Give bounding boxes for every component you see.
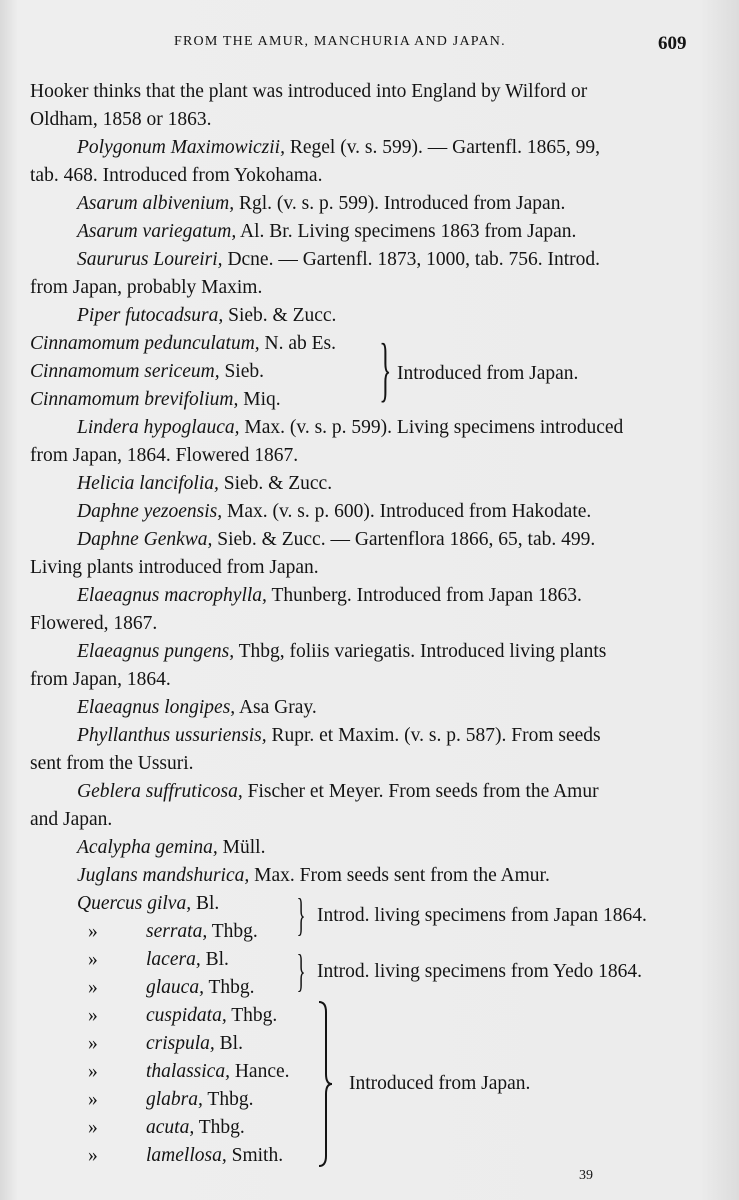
text-line [77, 192, 565, 216]
species-name: Phyllanthus ussuriensis, [77, 725, 267, 746]
species-name: Asarum albivenium, [77, 193, 235, 214]
line-text: Smith. [226, 1145, 284, 1166]
line-text: Bl. [191, 893, 220, 914]
line-text: Thbg. [203, 977, 255, 998]
species-name: Quercus gilva, [77, 893, 192, 914]
line-text: tab. 468. Introduced from Yokohama. [30, 165, 323, 186]
text-line [77, 584, 582, 608]
text-line [30, 388, 281, 412]
ditto-mark: » [88, 977, 98, 998]
quercus-group-note-3: Introduced from Japan. [349, 1073, 531, 1094]
line-text: Thbg. [207, 921, 258, 942]
species-name: thalassica, [146, 1061, 230, 1082]
species-name: Piper futocadsura, [77, 305, 224, 326]
species-name: Elaeagnus longipes, [77, 697, 236, 718]
text-line [30, 444, 298, 468]
quercus-line [88, 1032, 243, 1056]
text-line [30, 108, 211, 132]
quercus-line [88, 1116, 245, 1140]
text-line [77, 500, 591, 524]
text-line [77, 724, 601, 748]
text-line [77, 836, 265, 860]
species-name: Elaeagnus macrophylla, [77, 585, 267, 606]
quercus-line [88, 1088, 254, 1112]
ditto-mark: » [88, 921, 98, 942]
text-line [77, 220, 576, 244]
line-text: Rgl. (v. s. p. 599). Introduced from Japan. [234, 193, 566, 214]
ditto-mark: » [88, 1033, 98, 1054]
text-line [77, 528, 595, 552]
species-name: Elaeagnus pungens, [77, 641, 235, 662]
species-name: Juglans mandshurica, [77, 865, 250, 886]
species-name: Polygonum Maximowiczii, [77, 137, 285, 158]
ditto-mark: » [88, 1117, 98, 1138]
text-line [30, 332, 336, 356]
text-line [77, 304, 336, 328]
line-text: Hooker thinks that the plant was introduced into England by Wilford or [30, 81, 588, 102]
species-name: Daphne yezoensis, [77, 501, 223, 522]
line-text: Hance. [229, 1061, 290, 1082]
line-text: Thbg. [226, 1005, 278, 1026]
text-line [30, 360, 264, 384]
species-name: Helicia lancifolia, [77, 473, 219, 494]
line-text: Bl. [200, 949, 229, 970]
quercus-line [77, 892, 219, 916]
line-text: Al. Br. Living specimens 1863 from Japan. [236, 221, 577, 242]
text-line [30, 80, 587, 104]
text-line [77, 472, 332, 496]
line-text: Sieb. [219, 361, 264, 382]
line-text: Thunberg. Introduced from Japan 1863. [266, 585, 582, 606]
line-text: Sieb. & Zucc. [223, 305, 337, 326]
right-brace-cinnamomum: } [379, 329, 392, 409]
species-name: serrata, [146, 921, 208, 942]
species-name: cuspidata, [146, 1005, 227, 1026]
line-text: Flowered, 1867. [30, 613, 158, 634]
line-text: Müll. [217, 837, 266, 858]
line-text: sent from the Ussuri. [30, 753, 194, 774]
running-title: FROM THE AMUR, MANCHURIA AND JAPAN. [174, 34, 506, 49]
species-name: glauca, [146, 977, 204, 998]
species-name: Cinnamomum pedunculatum, [30, 333, 260, 354]
quercus-line [88, 1060, 290, 1084]
ditto-mark: » [88, 1061, 98, 1082]
text-line [30, 276, 262, 300]
line-text: Fischer et Meyer. From seeds from the Amur [242, 781, 599, 802]
line-text: Max. (v. s. p. 599). Living specimens introduced [239, 417, 624, 438]
line-text: Sieb. & Zucc. [218, 473, 333, 494]
right-brace-quercus-3 [316, 1000, 336, 1168]
line-text: Living plants introduced from Japan. [30, 557, 319, 578]
line-text: Dcne. — Gartenfl. 1873, 1000, tab. 756. Introd. [222, 249, 601, 270]
text-line [77, 864, 550, 888]
line-text: from Japan, probably Maxim. [30, 277, 263, 298]
species-name: Lindera hypoglauca, [77, 417, 240, 438]
text-line [30, 752, 194, 776]
quercus-line [88, 976, 255, 1000]
line-text: Miq. [238, 389, 281, 410]
line-text: from Japan, 1864. [30, 669, 171, 690]
text-line [30, 164, 322, 188]
line-text: from Japan, 1864. Flowered 1867. [30, 445, 299, 466]
quercus-line [88, 1144, 284, 1168]
species-name: acuta, [146, 1117, 195, 1138]
page-number: 609 [658, 33, 687, 54]
species-name: lamellosa, [146, 1145, 227, 1166]
right-brace-quercus-2: } [296, 945, 306, 996]
line-text: N. ab Es. [259, 333, 337, 354]
text-line [77, 780, 599, 804]
text-line [77, 248, 600, 272]
line-text: Thbg. [202, 1089, 254, 1110]
quercus-line [88, 920, 258, 944]
ditto-mark: » [88, 1005, 98, 1026]
species-name: Saururus Loureiri, [77, 249, 223, 270]
text-line [77, 136, 600, 160]
species-name: crispula, [146, 1033, 215, 1054]
signature-mark: 39 [579, 1168, 593, 1183]
line-text: and Japan. [30, 809, 113, 830]
quercus-group-note-2: Introd. living specimens from Yedo 1864. [317, 961, 642, 982]
species-name: Cinnamomum brevifolium, [30, 389, 239, 410]
species-name: lacera, [146, 949, 201, 970]
text-line [30, 556, 319, 580]
line-text: Rupr. et Maxim. (v. s. p. 587). From seeds [266, 725, 601, 746]
text-line [77, 640, 606, 664]
quercus-line [88, 1004, 278, 1028]
ditto-mark: » [88, 949, 98, 970]
species-name: Cinnamomum sericeum, [30, 361, 220, 382]
line-text: Oldham, 1858 or 1863. [30, 109, 212, 130]
text-line [77, 416, 623, 440]
line-text: Regel (v. s. 599). — Gartenfl. 1865, 99, [284, 137, 600, 158]
quercus-line [88, 948, 229, 972]
right-brace-quercus-1: } [296, 889, 306, 940]
line-text: Bl. [214, 1033, 243, 1054]
line-text: Thbg, foliis variegatis. Introduced living plants [234, 641, 607, 662]
text-line [30, 808, 112, 832]
quercus-group-note-1: Introd. living specimens from Japan 1864. [317, 905, 647, 926]
text-line [30, 668, 171, 692]
species-name: glabra, [146, 1089, 203, 1110]
line-text: Sieb. & Zucc. — Gartenflora 1866, 65, tab. 499. [212, 529, 596, 550]
ditto-mark: » [88, 1089, 98, 1110]
line-text: Max. (v. s. p. 600). Introduced from Hakodate. [222, 501, 592, 522]
line-text: Thbg. [194, 1117, 245, 1138]
species-name: Asarum variegatum, [77, 221, 237, 242]
cinnamomum-group-note: Introduced from Japan. [397, 363, 579, 384]
ditto-mark: » [88, 1145, 98, 1166]
line-text: Max. From seeds sent from the Amur. [249, 865, 550, 886]
species-name: Daphne Genkwa, [77, 529, 213, 550]
text-line [77, 696, 317, 720]
species-name: Geblera suffruticosa, [77, 781, 243, 802]
line-text: Asa Gray. [235, 697, 317, 718]
species-name: Acalypha gemina, [77, 837, 218, 858]
text-line [30, 612, 157, 636]
